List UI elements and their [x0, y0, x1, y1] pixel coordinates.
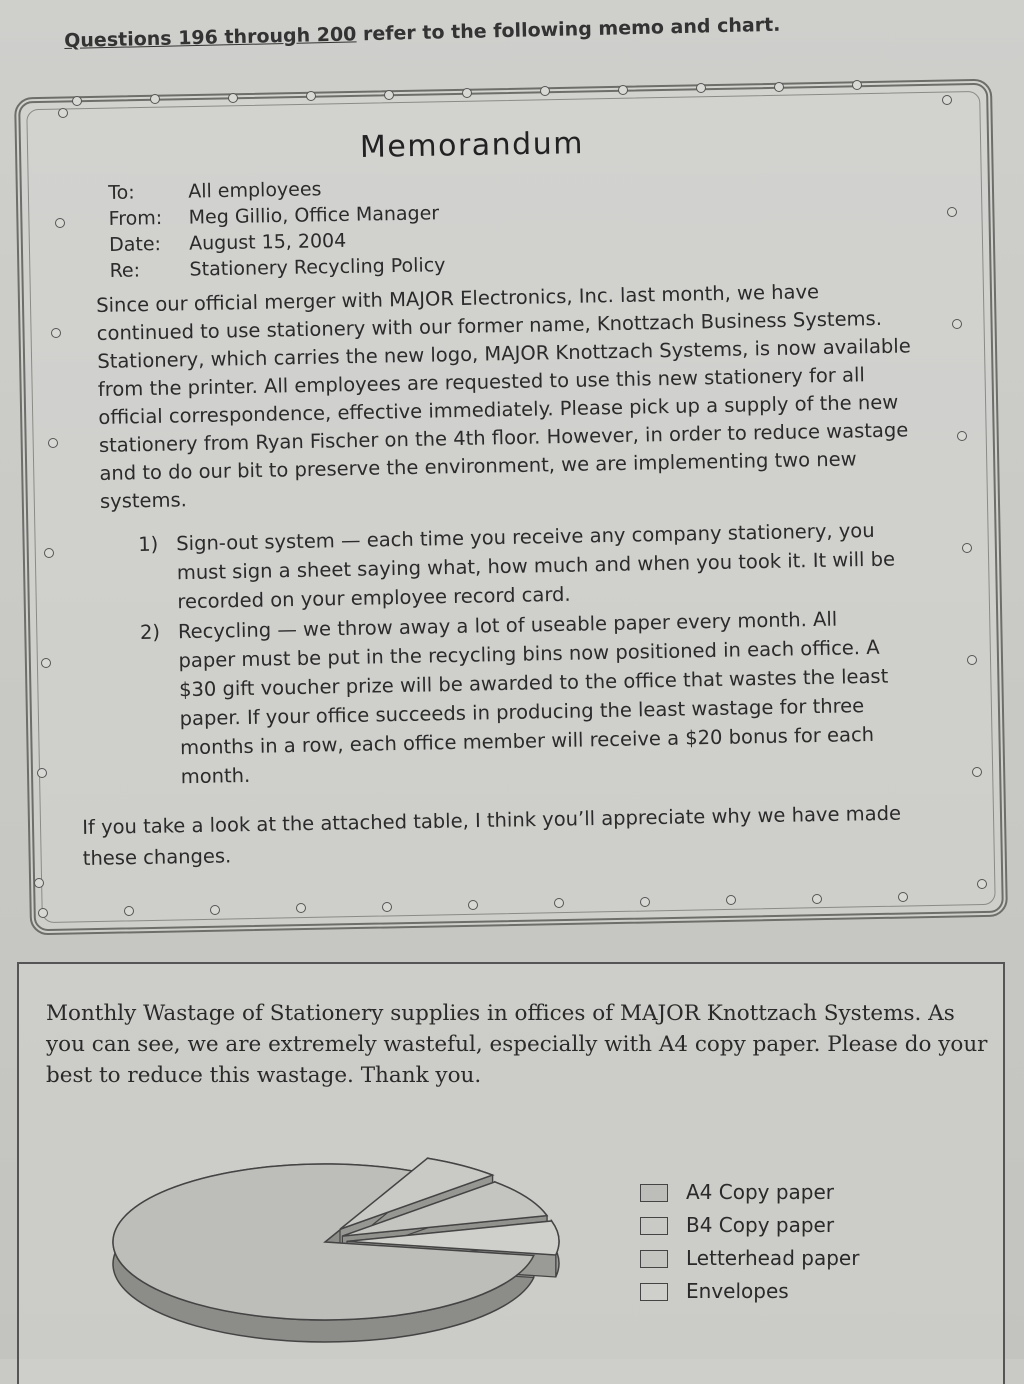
memo-body: [96, 276, 926, 516]
memo-header-label: Re:: [109, 259, 141, 282]
legend-label: A4 Copy paper: [686, 1180, 835, 1204]
legend-swatch: [640, 1250, 668, 1268]
legend-label: Letterhead paper: [686, 1246, 860, 1270]
frame-ring-ornament: [34, 878, 44, 888]
memo-header-value: Meg Gillio, Office Manager: [188, 202, 440, 229]
memo-header-label: Date:: [108, 233, 162, 256]
frame-ring-ornament: [51, 328, 61, 338]
pie-chart: [110, 1130, 570, 1345]
frame-ring-ornament: [44, 548, 54, 558]
frame-ring-ornament: [972, 767, 982, 777]
frame-ring-ornament: [58, 108, 68, 118]
memo-header-value: August 15, 2004: [188, 229, 347, 255]
memo-body-paragraph: Since our official merger with MAJOR Electronics, Inc. last month, we have continued to use stationery with our former name, Knottzach Business Systems. Stationery, which carries the new logo, MAJOR Knottzach Systems, is now available from the printer. All employees are requested to use this new stationery for all official correspondence, effective immediately. Please pick up a supply of the new stationery from Ryan Fischer on the 4th floor. However, in order to reduce wastage and to do our bit to preserve the environment, we are implementing two new systems.: [96, 280, 911, 513]
legend-item: [640, 1176, 859, 1209]
memo-header-value: Stationery Recycling Policy: [189, 254, 446, 281]
question-heading: [64, 14, 781, 52]
memo-list: [138, 515, 903, 793]
frame-ring-ornament: [774, 82, 784, 92]
frame-ring-ornament: [37, 768, 47, 778]
frame-ring-ornament: [72, 96, 82, 106]
legend-swatch: [640, 1217, 668, 1235]
frame-ring-ornament: [947, 207, 957, 217]
legend-item: [640, 1275, 859, 1308]
frame-ring-ornament: [812, 894, 822, 904]
frame-ring-ornament: [618, 85, 628, 95]
frame-ring-ornament: [382, 902, 392, 912]
frame-ring-ornament: [38, 908, 48, 918]
frame-ring-ornament: [967, 655, 977, 665]
frame-ring-ornament: [468, 900, 478, 910]
frame-ring-ornament: [210, 905, 220, 915]
memo-header-label: From:: [108, 207, 163, 230]
list-text: Sign-out system — each time you receive any company stationery, you must sign a sheet saying what, how much and when you took it. It will be recorded on your employee record card.: [176, 518, 896, 614]
frame-ring-ornament: [898, 892, 908, 902]
list-number: 2): [139, 620, 161, 644]
frame-ring-ornament: [228, 93, 238, 103]
frame-ring-ornament: [41, 658, 51, 668]
question-instruction: refer to the following memo and chart.: [356, 13, 781, 46]
list-item: [138, 515, 900, 617]
memo-title: Memorandum: [359, 126, 585, 165]
frame-ring-ornament: [942, 95, 952, 105]
memo-header: [108, 174, 446, 284]
legend-swatch: [640, 1184, 668, 1202]
frame-ring-ornament: [640, 897, 650, 907]
frame-ring-ornament: [384, 90, 394, 100]
frame-ring-ornament: [462, 88, 472, 98]
frame-ring-ornament: [48, 438, 58, 448]
frame-ring-ornament: [952, 319, 962, 329]
list-item: [140, 603, 903, 792]
frame-ring-ornament: [962, 543, 972, 553]
frame-ring-ornament: [977, 879, 987, 889]
frame-ring-ornament: [852, 80, 862, 90]
frame-ring-ornament: [957, 431, 967, 441]
legend-swatch: [640, 1283, 668, 1301]
legend-item: [640, 1242, 859, 1275]
memo-header-label: To:: [108, 181, 135, 204]
legend-item: [640, 1209, 859, 1242]
chart-legend: [640, 1176, 859, 1308]
list-text: Recycling — we throw away a lot of useable paper every month. All paper must be put in the recycling bins now positioned in each office. A $30 gift voucher prize will be awarded to the office that wastes the least paper. If your office succeeds in producing the least wastage for three months in a row, each office member will receive a $20 bonus for each month.: [177, 607, 889, 789]
question-range: Questions 196 through 200: [64, 23, 357, 52]
chart-caption: Monthly Wastage of Stationery supplies in offices of MAJOR Knottzach Systems. As you can see, we are extremely wasteful, especially with A4 copy paper. Please do your best to reduce this wastage. Thank you.: [46, 1001, 988, 1088]
list-number: 1): [138, 532, 159, 556]
legend-label: Envelopes: [686, 1279, 789, 1303]
frame-ring-ornament: [55, 218, 65, 228]
memo-header-value: All employees: [188, 178, 322, 203]
memo-closing: If you take a look at the attached table, I think you’ll appreciate why we have made these changes.: [82, 801, 902, 870]
legend-label: B4 Copy paper: [686, 1213, 835, 1237]
